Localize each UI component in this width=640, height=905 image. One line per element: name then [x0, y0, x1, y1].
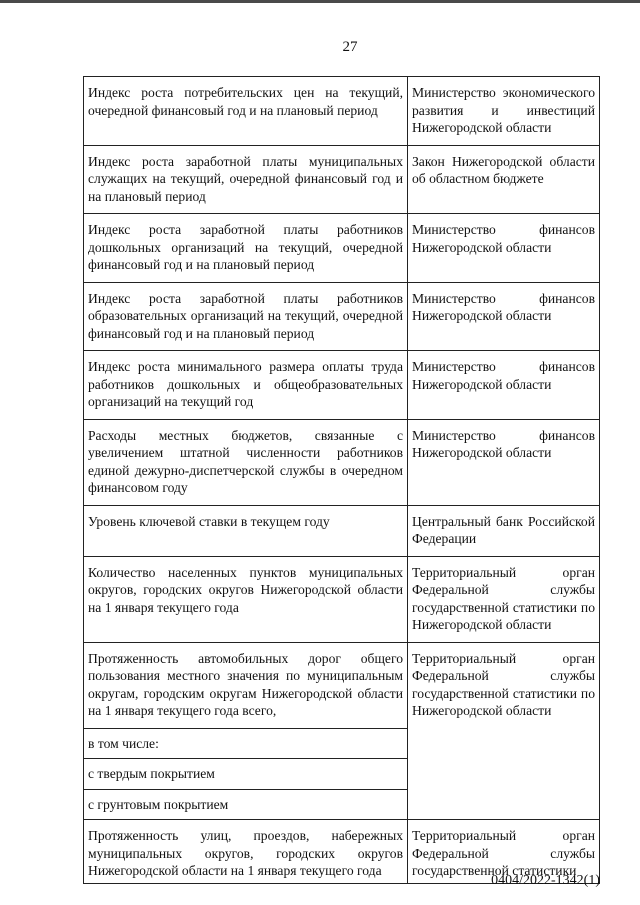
top-border-line [0, 0, 640, 3]
table-row [84, 145, 600, 214]
indicator-cell: Индекс роста заработной платы муниципальных служащих на текущий, очередной финансовый год и на плановый период [84, 145, 408, 214]
table-row [84, 505, 600, 556]
indicator-cell: Индекс роста заработной платы работников дошкольных организаций на текущий, очередной финансовый год и на плановый период [84, 214, 408, 283]
indicator-cell: Расходы местных бюджетов, связанные с увеличением штатной численности работников единой дежурно-диспетчерской службы в очередном финансовом году [84, 419, 408, 505]
indicator-sources-table [83, 76, 600, 884]
sub-item-cell: с твердым покрытием [84, 759, 408, 790]
table-row [84, 351, 600, 420]
source-cell: Центральный банк Российской Федерации [408, 505, 600, 556]
indicator-cell: Количество населенных пунктов муниципальных округов, городских округов Нижегородской области на 1 января текущего года [84, 556, 408, 642]
source-cell: Территориальный орган Федеральной службы государственной статистики [408, 820, 600, 884]
source-cell: Министерство экономического развития и инвестиций Нижегородской области [408, 77, 600, 146]
indicator-cell: Индекс роста заработной платы работников образовательных организаций на текущий, очередной финансовый год и на плановый период [84, 282, 408, 351]
indicator-cell: Индекс роста минимального размера оплаты труда работников дошкольных и общеобразовательных организаций на текущий год [84, 351, 408, 420]
source-cell: Министерство финансов Нижегородской области [408, 214, 600, 283]
source-cell: Министерство финансов Нижегородской области [408, 419, 600, 505]
source-cell: Министерство финансов Нижегородской области [408, 282, 600, 351]
indicator-cell: Индекс роста потребительских цен на текущий, очередной финансовый год и на плановый период [84, 77, 408, 146]
sub-item-cell: в том числе: [84, 728, 408, 759]
source-cell: Закон Нижегородской области об областном бюджете [408, 145, 600, 214]
indicator-cell: Уровень ключевой ставки в текущем году [84, 505, 408, 556]
table-row [84, 556, 600, 642]
source-cell: Территориальный орган Федеральной службы государственной статистики по Нижегородской области [408, 642, 600, 820]
indicator-cell: Протяженность автомобильных дорог общего пользования местного значения по муниципальным округам, городским округам Нижегородской области на 1 января текущего года всего, [84, 642, 408, 728]
table-row [84, 419, 600, 505]
source-cell: Территориальный орган Федеральной службы государственной статистики по Нижегородской области [408, 556, 600, 642]
table-row [84, 77, 600, 146]
sub-item-cell: с грунтовым покрытием [84, 789, 408, 820]
table-row [84, 642, 600, 728]
indicator-cell: Протяженность улиц, проездов, набережных муниципальных округов, городских округов Нижегородской области на 1 января текущего года [84, 820, 408, 884]
document-code: 0404/2022-1342(1) [491, 873, 600, 888]
table-row [84, 214, 600, 283]
table-row [84, 282, 600, 351]
page-number: 27 [342, 39, 358, 55]
source-cell: Министерство финансов Нижегородской области [408, 351, 600, 420]
